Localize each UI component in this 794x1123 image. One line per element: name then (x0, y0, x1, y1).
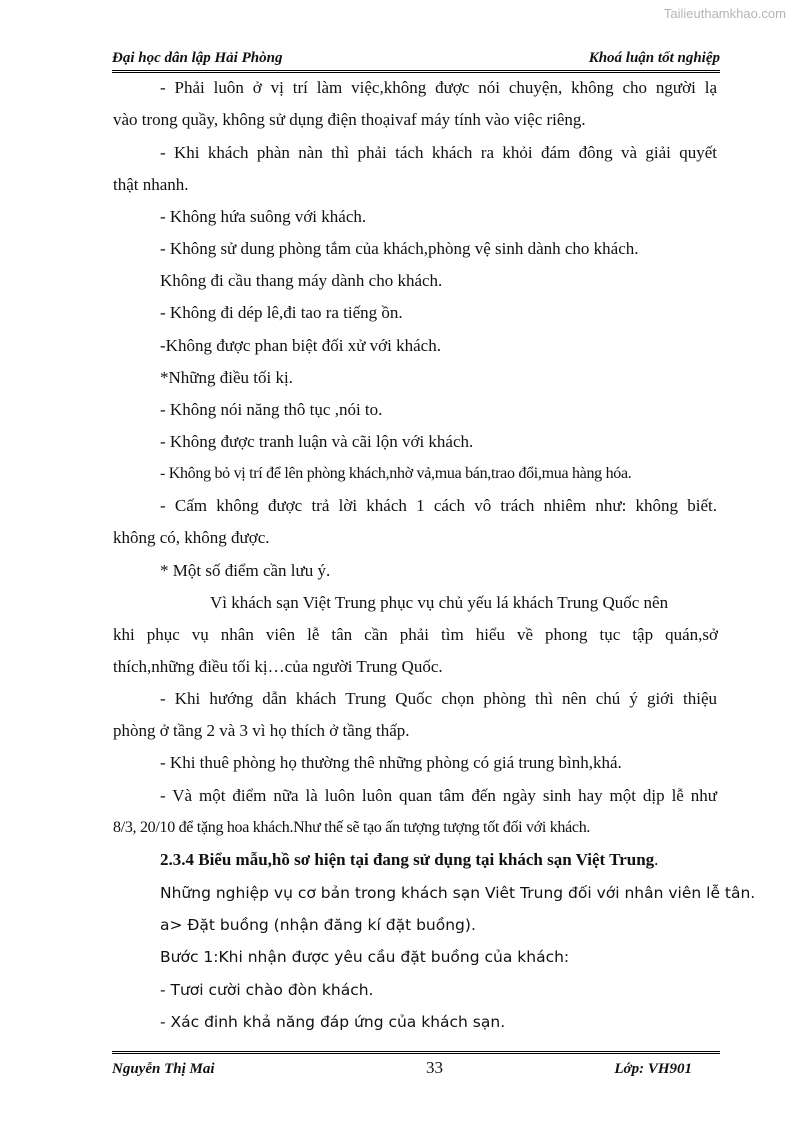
body-line: - Không bỏ vị trí để lên phòng khách,nhờ vả,mua bán,trao đổi,mua hàng hóa. (160, 465, 632, 482)
page-number: 33 (425, 1058, 443, 1077)
body-line: - Không hứa suông với khách. (160, 207, 367, 226)
header-thesis: Khoá luận tốt nghiệp (588, 50, 720, 66)
body-line: - Khi hướng dẫn khách Trung Quốc chọn phòng thì nên chú ý giới thiệu (160, 689, 717, 708)
body-line: Vì khách sạn Việt Trung phục vụ chủ yếu lá khách Trung Quốc nên (210, 593, 669, 612)
body-line: - Cấm không được trả lời khách 1 cách vô trách nhiêm như: không biết. (160, 496, 717, 515)
body-line: - Không đi dép lê,đi tao ra tiếng ồn. (160, 303, 403, 322)
body-line: - Xác đinh khả năng đáp ứng của khách sạn. (160, 1013, 506, 1031)
body-line: - Và một điểm nữa là luôn luôn quan tâm đến ngày sinh hay một dịp lễ như (160, 786, 717, 805)
footer-rule (112, 1051, 720, 1054)
watermark: Tailieuthamkhao.com (663, 6, 786, 21)
body-line: - Không nói năng thô tục ,nói to. (160, 400, 383, 419)
body-line: khi phục vụ nhân viên lễ tân cần phải tìm hiểu về phong tục tập quán,sở (113, 625, 718, 644)
header-university: Đại học dân lập Hải Phòng (112, 50, 283, 66)
body-line: Bước 1:Khi nhận được yêu cầu đặt buồng của khách: (160, 948, 570, 966)
section-heading-text: 2.3.4 Biểu mẫu,hồ sơ hiện tại đang sử dụng tại khách sạn Việt Trung (160, 850, 655, 869)
body-line: phòng ở tầng 2 và 3 vì họ thích ở tầng thấp. (113, 721, 410, 740)
body-line: - Khi thuê phòng họ thường thê những phòng có giá trung bình,khá. (160, 753, 622, 772)
body-line: - Khi khách phàn nàn thì phải tách khách ra khỏi đám đông và giải quyết (160, 143, 717, 162)
section-heading (160, 850, 658, 870)
body-line: vào trong quầy, không sử dụng điện thoạivaf máy tính vào việc riêng. (113, 110, 586, 129)
section-heading-period: . (654, 850, 659, 869)
body-line: không có, không được. (113, 528, 270, 547)
body-line: Không đi cầu thang máy dành cho khách. (160, 271, 443, 290)
body-line: * Một số điểm cần lưu ý. (160, 561, 331, 580)
body-line: - Phải luôn ở vị trí làm việc,không được nói chuyện, không cho người lạ (160, 78, 717, 97)
footer-class: Lớp: VH901 (614, 1061, 692, 1077)
body-line: - Không được tranh luận và cãi lộn với khách. (160, 432, 474, 451)
body-line: - Không sử dung phòng tắm của khách,phòng vệ sinh dành cho khách. (160, 239, 639, 258)
body-line: - Tươi cười chào đòn khách. (160, 981, 374, 999)
footer-author: Nguyễn Thị Mai (112, 1061, 215, 1077)
body-line: a> Đặt buồng (nhận đăng kí đặt buồng). (160, 916, 476, 934)
body-line: *Những điều tối kị. (160, 368, 293, 387)
body-line: 8/3, 20/10 để tặng hoa khách.Như thế sẽ tạo ấn tượng tượng tốt đối với khách. (113, 819, 591, 836)
page-header (112, 50, 720, 67)
body-line: thật nhanh. (113, 175, 189, 194)
body-line: Những nghiệp vụ cơ bản trong khách sạn Viêt Trung đối với nhân viên lễ tân. (160, 884, 756, 902)
page-footer (112, 1058, 692, 1078)
body-line: -Không được phan biệt đối xử với khách. (160, 336, 441, 355)
header-rule (112, 70, 720, 73)
body-line: thích,những điều tối kị…của người Trung Quốc. (113, 657, 443, 676)
